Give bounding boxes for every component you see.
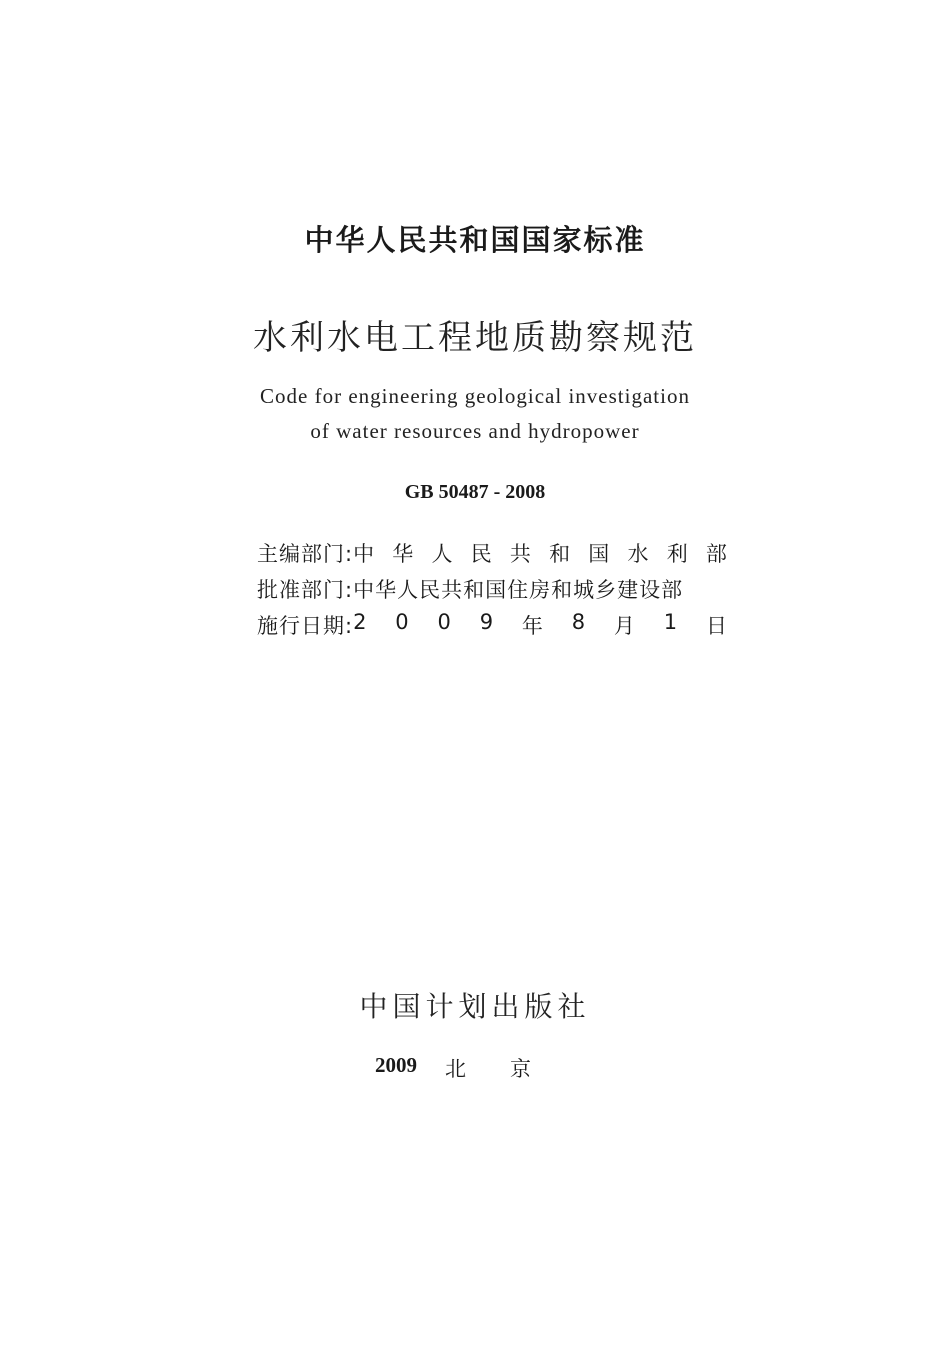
effective-date-value: [353, 610, 727, 640]
spread-char: 1: [663, 610, 678, 634]
spread-char: 共: [509, 542, 531, 566]
publication-info: [0, 1053, 950, 1083]
spread-char: 部: [705, 542, 727, 566]
chief-editor-value: [353, 538, 727, 568]
title-english-line-2: of water resources and hydropower: [310, 419, 640, 443]
standard-series: 中华人民共和国国家标准: [304, 223, 646, 257]
standard-code: GB 50487 - 2008: [404, 481, 546, 503]
spread-char: 国: [588, 542, 610, 566]
approval-value: 中华人民共和国住房和城乡建设部: [353, 578, 684, 602]
chief-editor-row: [257, 538, 727, 568]
spread-char: 9: [479, 610, 494, 634]
spread-char: 8: [571, 610, 586, 634]
spread-char: 利: [666, 542, 688, 566]
effective-date-row: [257, 610, 727, 640]
spread-char: 人: [431, 542, 453, 566]
spread-char: 日: [705, 614, 727, 638]
title-chinese: 水利水电工程地质勘察规范: [253, 318, 697, 358]
publisher-name: 中国计划出版社: [359, 990, 591, 1023]
publication-city: 北京: [445, 1057, 575, 1081]
approval-row: [257, 574, 727, 604]
effective-date-label: 施行日期:: [257, 614, 354, 638]
spread-char: 2: [353, 610, 367, 634]
spread-char: 中: [353, 542, 375, 566]
spread-char: 民: [470, 542, 492, 566]
spread-char: 年: [521, 614, 543, 638]
chief-editor-label: 主编部门:: [257, 542, 354, 566]
spread-char: 和: [549, 542, 571, 566]
title-english-line-1: Code for engineering geological investigation: [260, 384, 690, 408]
spread-char: 华: [392, 542, 414, 566]
spread-char: 水: [627, 542, 649, 566]
spread-char: 月: [613, 614, 635, 638]
spread-char: 0: [395, 610, 409, 634]
spread-char: 0: [437, 610, 451, 634]
approval-label: 批准部门:: [257, 578, 354, 602]
publication-year: 2009: [375, 1053, 417, 1077]
